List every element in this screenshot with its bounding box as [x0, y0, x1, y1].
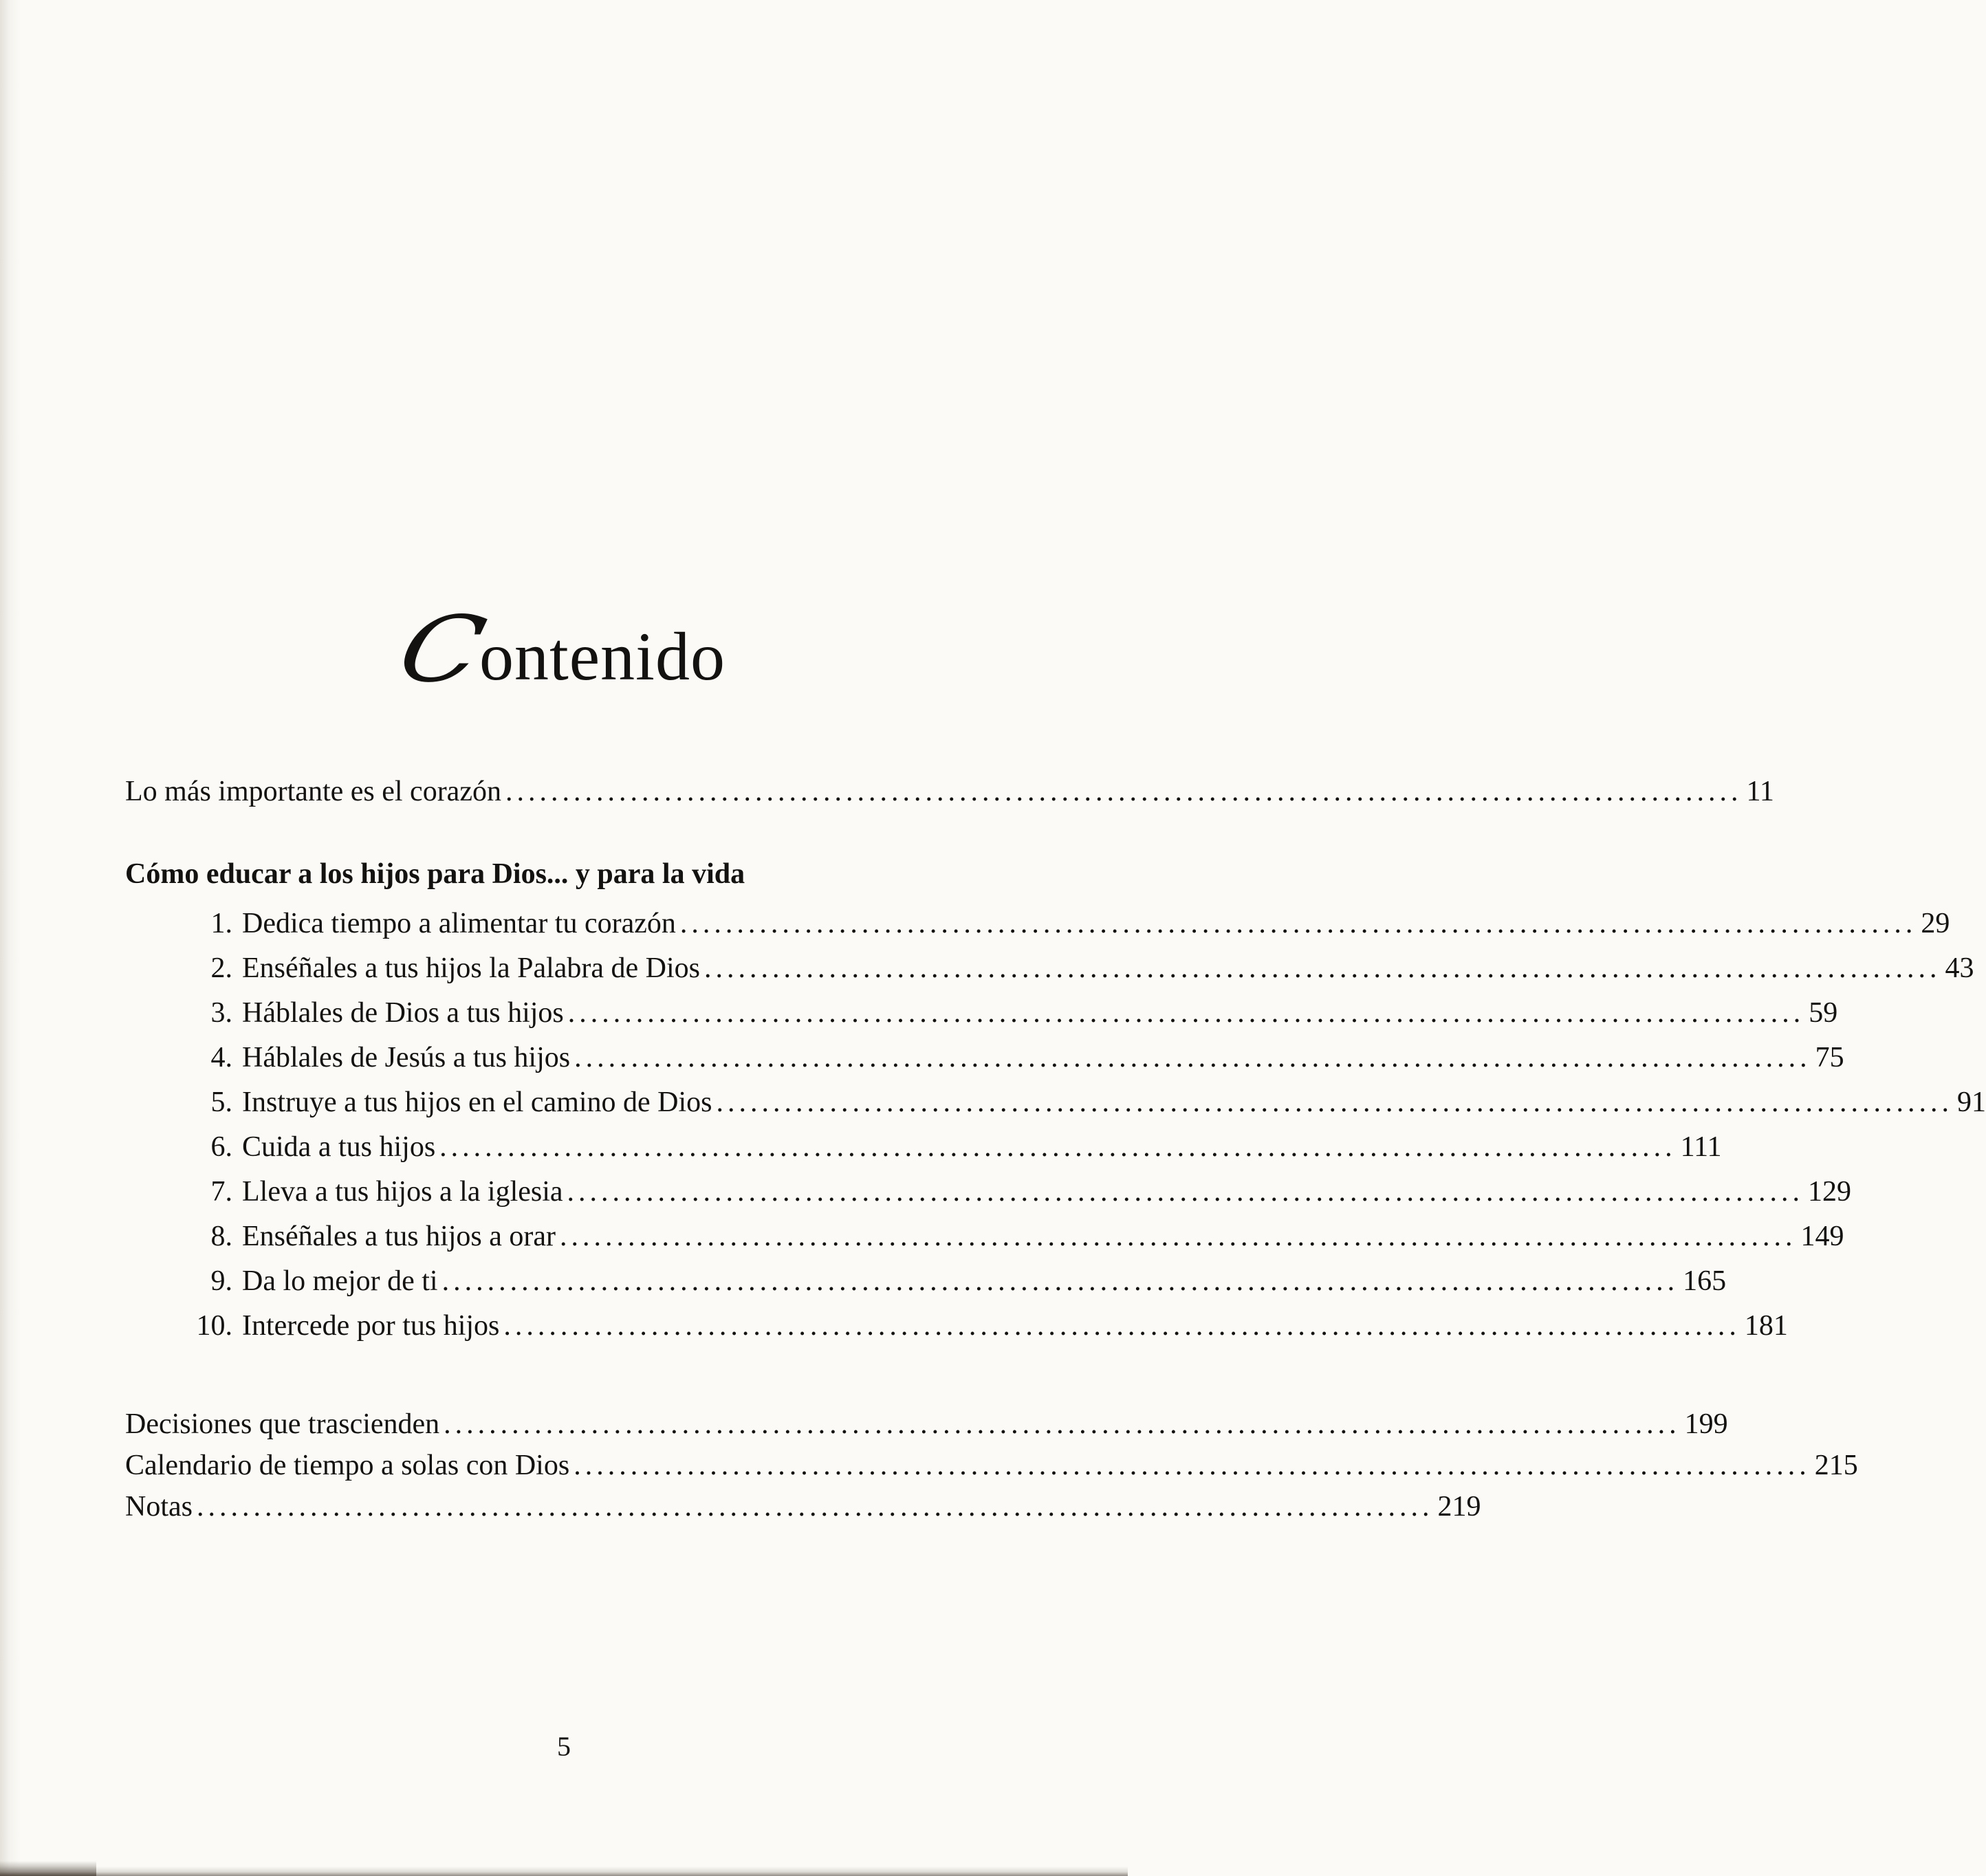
toc-dot-leader: .............................................................................................................	[503, 1310, 1741, 1342]
toc-chapter-number: 5.	[210, 1087, 232, 1118]
toc-chapter-number: 6.	[210, 1131, 232, 1163]
toc-chapter-number: 1.	[210, 908, 232, 939]
toc-entry-page: 11	[1746, 776, 1774, 807]
toc-entry-intro	[125, 776, 1774, 807]
toc-entry-page: 149	[1800, 1221, 1844, 1252]
toc-chapter-number: 9.	[210, 1265, 232, 1297]
toc-entry-label: Enséñales a tus hijos a orar	[242, 1221, 556, 1252]
toc-backmatter-entry	[125, 1491, 1481, 1523]
page-edge-shadow	[0, 1861, 96, 1876]
toc-chapter-entry	[210, 952, 1974, 984]
toc-entry-label: Lo más importante es el corazón	[125, 776, 501, 807]
page-number: 5	[557, 1731, 571, 1762]
toc-chapter-number: 10.	[196, 1310, 232, 1342]
toc-chapter-number: 3.	[210, 997, 232, 1029]
toc-entry-label: Intercede por tus hijos	[242, 1310, 500, 1342]
toc-entry-label: Háblales de Jesús a tus hijos	[242, 1042, 571, 1073]
toc-entry-label: Notas	[125, 1491, 193, 1523]
toc-chapter-entry	[210, 997, 1838, 1029]
toc-dot-leader: .............................................................................................................	[574, 1450, 1811, 1481]
toc-chapter-number: 2.	[210, 952, 232, 984]
toc-entry-label: Calendario de tiempo a solas con Dios	[125, 1450, 570, 1481]
toc-chapter-number: 8.	[210, 1221, 232, 1252]
toc-entry-page: 29	[1921, 908, 1950, 939]
toc-chapter-entry	[210, 1221, 1844, 1252]
toc-dot-leader: .............................................................................................................	[716, 1087, 1954, 1118]
toc-chapter-entry	[210, 1265, 1727, 1297]
toc-dot-leader: .............................................................................................................	[439, 1131, 1677, 1163]
toc-entry-label: Lleva a tus hijos a la iglesia	[242, 1176, 563, 1208]
toc-dot-leader: .............................................................................................................	[704, 952, 1941, 984]
toc-entry-label: Enséñales a tus hijos la Palabra de Dios	[242, 952, 701, 984]
toc-entry-page: 59	[1809, 997, 1838, 1029]
toc-dot-leader: .............................................................................................................	[441, 1265, 1679, 1297]
toc-entry-label: Instruye a tus hijos en el camino de Dios	[242, 1087, 712, 1118]
toc-entry-page: 181	[1744, 1310, 1788, 1342]
toc-dot-leader: .............................................................................................................	[567, 1176, 1804, 1208]
toc-chapter-entry	[196, 1310, 1788, 1342]
toc-entry-label: Dedica tiempo a alimentar tu corazón	[242, 908, 676, 939]
toc-section-heading: Cómo educar a los hijos para Dios... y para la vida	[125, 858, 745, 890]
toc-entry-page: 91	[1957, 1087, 1986, 1118]
toc-backmatter-entry	[125, 1450, 1858, 1481]
toc-entry-label: Da lo mejor de ti	[242, 1265, 438, 1297]
toc-entry-page: 129	[1808, 1176, 1852, 1208]
toc-dot-leader: .............................................................................................................	[574, 1042, 1811, 1073]
toc-dot-leader: .............................................................................................................	[560, 1221, 1797, 1252]
toc-entry-page: 111	[1680, 1131, 1722, 1163]
title-decorative-initial: C	[389, 597, 495, 703]
toc-dot-leader: .............................................................................................................	[444, 1408, 1681, 1440]
toc-chapter-number: 7.	[210, 1176, 232, 1208]
toc-entry-page: 165	[1683, 1265, 1727, 1297]
toc-dot-leader: .............................................................................................................	[567, 997, 1805, 1029]
toc-entry-label: Decisiones que trascienden	[125, 1408, 440, 1440]
toc-dot-leader: .............................................................................................................	[505, 776, 1743, 807]
toc-dot-leader: .............................................................................................................	[197, 1491, 1434, 1523]
toc-chapter-number: 4.	[210, 1042, 232, 1073]
toc-chapter-entry	[210, 1087, 1986, 1118]
toc-entry-page: 219	[1437, 1491, 1481, 1523]
title-text: ontenido	[479, 618, 725, 695]
toc-entry-label: Háblales de Dios a tus hijos	[242, 997, 564, 1029]
toc-chapter-entry	[210, 1176, 1852, 1208]
toc-entry-label: Cuida a tus hijos	[242, 1131, 436, 1163]
toc-chapter-entry	[210, 1131, 1722, 1163]
toc-chapter-entry	[210, 1042, 1844, 1073]
page-title	[389, 581, 725, 703]
toc-entry-page: 215	[1814, 1450, 1858, 1481]
toc-backmatter-entry	[125, 1408, 1728, 1440]
toc-entry-page: 199	[1684, 1408, 1728, 1440]
toc-chapter-entry	[210, 908, 1950, 939]
toc-entry-page: 75	[1815, 1042, 1844, 1073]
toc-entry-page: 43	[1945, 952, 1974, 984]
toc-dot-leader: .............................................................................................................	[679, 908, 1917, 939]
